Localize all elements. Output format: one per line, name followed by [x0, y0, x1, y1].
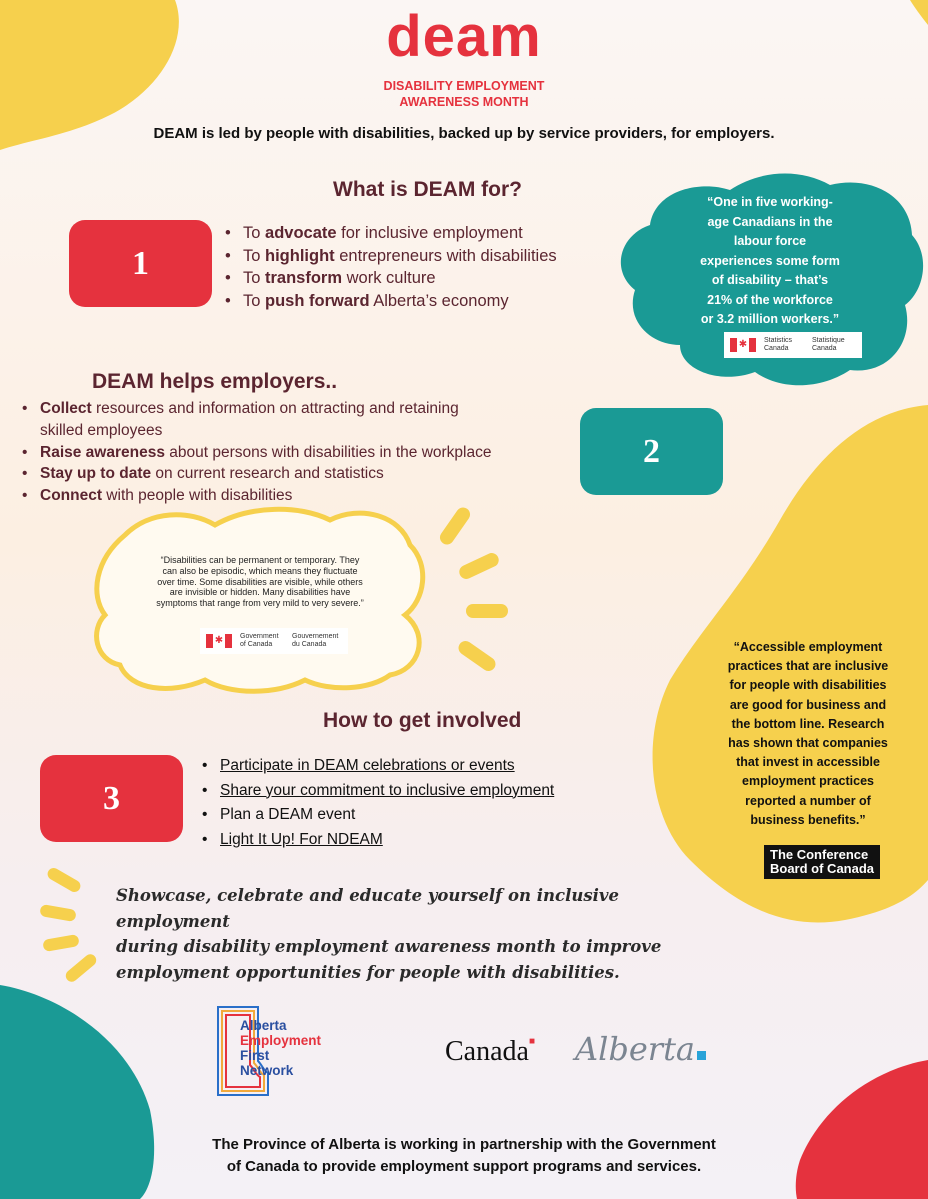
burst-rays-bottom [39, 866, 98, 984]
top-right-yellow-corner [910, 0, 928, 25]
list-item [200, 779, 554, 804]
number-badge-3: 3 [40, 755, 183, 842]
list-item: • Raise awareness about persons with disabilities in the workplace [20, 442, 580, 464]
list-item [200, 754, 554, 779]
number-badge-1: 1 [69, 220, 212, 307]
tagline: DEAM is led by people with disabilities, backed up by service providers, for employers. [153, 125, 775, 142]
number-badge-2: 2 [580, 408, 723, 495]
list-item [200, 803, 554, 828]
section3-title: How to get involved [323, 709, 522, 732]
aefn-logo-text: Alberta Employment First Network [240, 1018, 322, 1078]
list-item: • Stay up to date on current research and statistics [20, 463, 580, 485]
share-commitment-link[interactable]: Share your commitment to inclusive employment [220, 781, 555, 799]
section1-title: What is DEAM for? [333, 178, 522, 201]
canada-flag-icon: ■ [528, 1036, 536, 1047]
section2-list [20, 398, 580, 507]
statistics-canada-logo: ✱ Statistics Canada Statistique Canada [724, 332, 862, 358]
light-it-up-link[interactable]: Light It Up! For NDEAM [220, 830, 383, 848]
subtitle-line-2: AWARENESS MONTH [399, 95, 529, 109]
section3-list [200, 754, 554, 852]
alberta-square-icon [697, 1051, 706, 1060]
participate-link[interactable]: Participate in DEAM celebrations or events [220, 757, 515, 774]
list-item: • Collect resources and information on attracting and retaining skilled employees [20, 398, 580, 442]
closing-statement: Showcase, celebrate and educate yourself on inclusive employment during disability employment awareness month to improve employment opportunities for people with disabilities. [116, 886, 662, 982]
deam-logo-text: deam [386, 4, 542, 69]
list-item: • Connect with people with disabilities [20, 485, 580, 507]
list-item: • To highlight entrepreneurs with disabilities [223, 245, 557, 268]
list-item: • To push forward Alberta’s economy [223, 290, 557, 313]
canada-flag-icon: ✱ [206, 634, 232, 648]
conference-board-logo: The Conference Board of Canada [764, 845, 880, 879]
bottom-right-red-blob [796, 1060, 928, 1199]
subtitle-line-1: DISABILITY EMPLOYMENT [383, 79, 545, 93]
canada-flag-icon: ✱ [730, 338, 756, 352]
canada-wordmark: Canada■ [445, 1036, 536, 1067]
section1-list [223, 222, 557, 312]
deam-logo [364, 2, 564, 72]
burst-rays-top [437, 505, 508, 674]
section2-title: DEAM helps employers.. [92, 370, 338, 393]
plan-event-text: Plan a DEAM event [220, 806, 356, 823]
list-item [200, 828, 554, 853]
stat-cloud-quote: “One in five working- age Canadians in the labour force experiences some form of disability – that’s 21% of the workforce or 3.2 million workers.” [700, 195, 840, 326]
deam-subtitle [364, 78, 564, 110]
disability-cloud-quote: “Disabilities can be permanent or temporary. They can also be episodic, which means they fluctuate over time. Some disabilities are visible, while others are invisible or hidden. Many disabilities have symptoms that range from very mild to very severe.” [156, 555, 364, 609]
footer-text: The Province of Alberta is working in partnership with the Government of Canada to provide employment support programs and services. [212, 1136, 716, 1175]
list-item: • To transform work culture [223, 267, 557, 290]
government-of-canada-logo: ✱ Government of Canada Gouvernement du Canada [200, 628, 348, 654]
list-item: • To advocate for inclusive employment [223, 222, 557, 245]
alberta-wordmark: Alberta [575, 1030, 706, 1068]
conference-board-quote: “Accessible employment practices that are inclusive for people with disabilities are good for business and the bottom line. Research has shown that companies that invest in accessible employment practices reported a number of business benefits.” [727, 640, 889, 827]
